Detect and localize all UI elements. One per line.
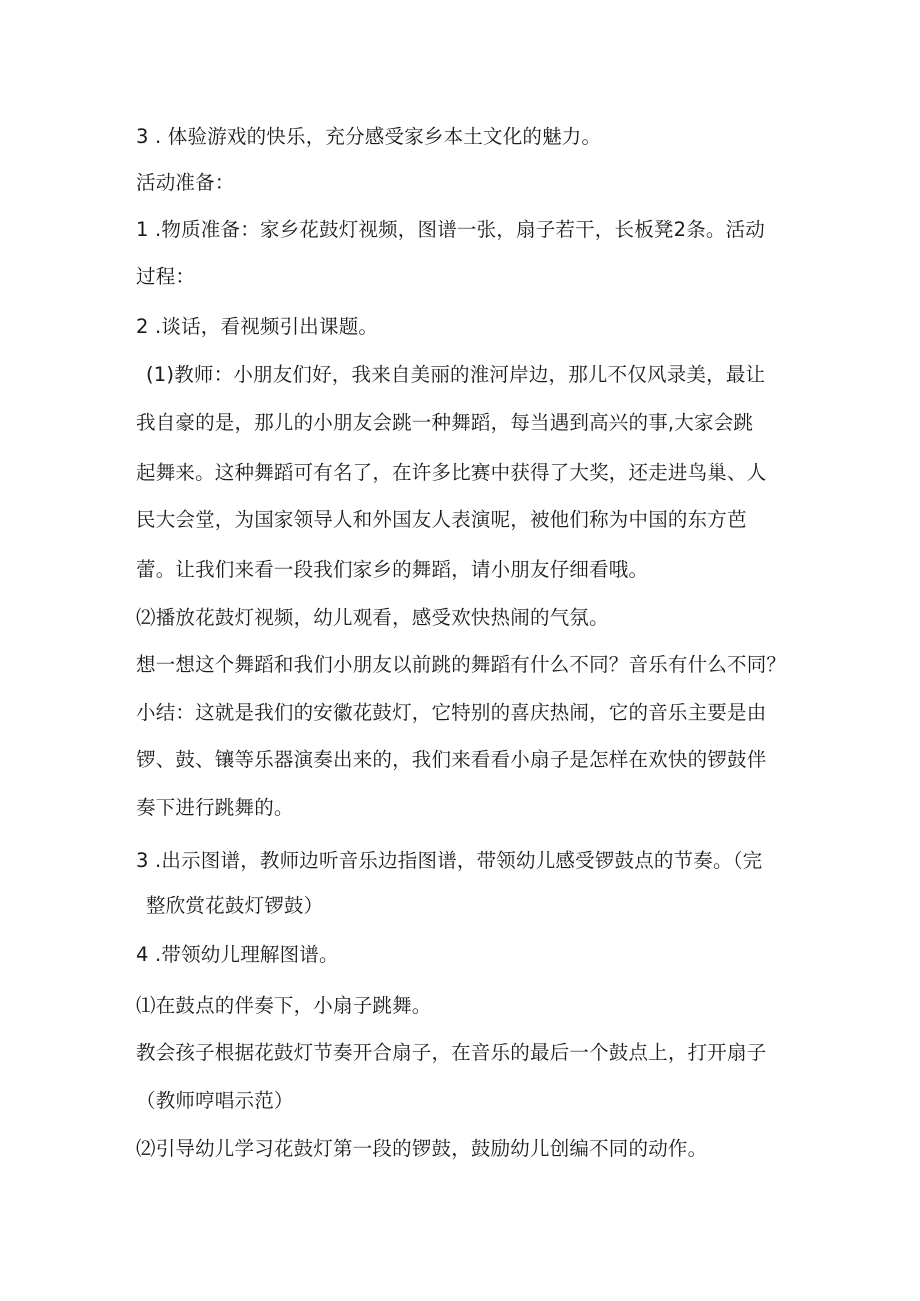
text-line: 2 .谈话，看视频引出课题。 [136, 315, 379, 338]
text-line: 民大会堂，为国家领导人和外国友人表演呢，被他们称为中国的东方芭 [136, 508, 747, 531]
text-line: 活动准备： [136, 171, 235, 194]
text-line: 教会孩子根据花鼓灯节奏开合扇子，在音乐的最后一个鼓点上，打开扇子 [136, 1041, 767, 1064]
text-line: 起舞来。这种舞蹈可有名了，在许多比赛中获得了大奖，还走进鸟巢、人 [136, 461, 767, 484]
text-line: 过程： [136, 265, 196, 288]
text-line: (1)教师：小朋友们好，我来自美丽的淮河岸边，那儿不仅风录美，最让 [146, 363, 766, 386]
text-line: 1 .物质准备：家乡花鼓灯视频，图谱一张，扇子若干，长板凳2条。活动 [136, 218, 766, 241]
text-line: 3 .出示图谱，教师边听音乐边指图谱，带领幼儿感受锣鼓点的节奏。（完 [136, 849, 763, 872]
text-line: 小结：这就是我们的安徽花鼓灯，它特别的喜庆热闹，它的音乐主要是由 [136, 701, 767, 724]
text-line: 奏下进行跳舞的。 [136, 796, 294, 819]
text-line: 4 .带领幼儿理解图谱。 [136, 943, 339, 966]
text-line: （教师哼唱示范） [136, 1089, 294, 1112]
text-line: 蕾。让我们来看一段我们家乡的舞蹈，请小朋友仔细看哦。 [136, 558, 649, 581]
text-line: 我自豪的是，那儿的小朋友会跳一种舞蹈，每当遇到高兴的事,大家会跳 [136, 411, 754, 434]
text-line: 锣、鼓、镶等乐器演奏出来的，我们来看看小扇子是怎样在欢快的锣鼓伴 [136, 748, 767, 771]
text-line: 3 . 体验游戏的快乐，充分感受家乡本土文化的魅力。 [136, 125, 602, 148]
text-line: ⑴在鼓点的伴奏下，小扇子跳舞。 [136, 994, 432, 1017]
text-line: ⑵播放花鼓灯视频，幼儿观看，感受欢快热闹的气氛。 [136, 606, 609, 629]
text-line: ⑵引导幼儿学习花鼓灯第一段的锣鼓，鼓励幼儿创编不同的动作。 [136, 1137, 708, 1160]
text-line: 整欣赏花鼓灯锣鼓） [146, 894, 324, 917]
text-line: 想一想这个舞蹈和我们小朋友以前跳的舞蹈有什么不同？音乐有什么不同？ [136, 653, 787, 676]
